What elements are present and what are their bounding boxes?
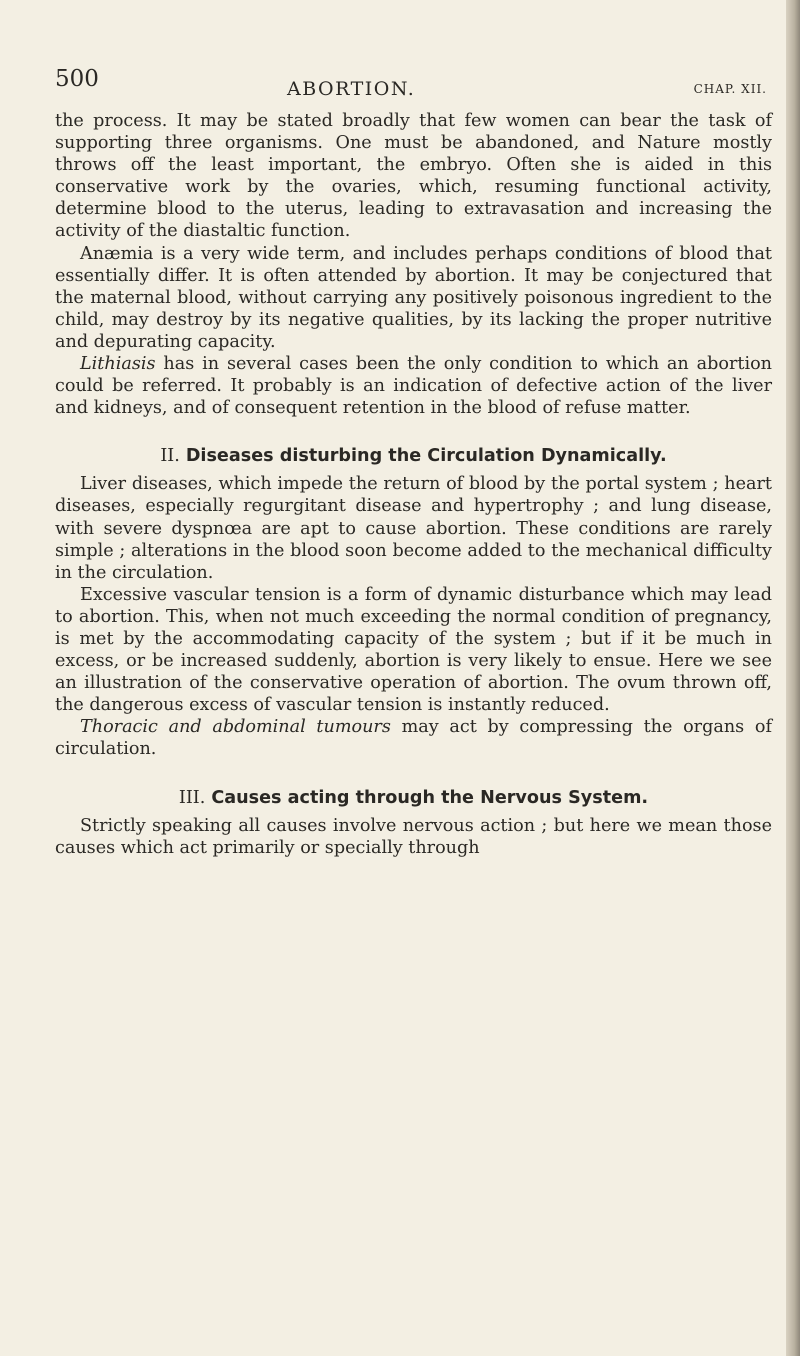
section-title: Diseases disturbing the Circulation Dynamically. [185,446,667,467]
italic-term: Lithiasis [80,354,156,375]
section-number: II. [160,446,180,467]
page-edge [786,0,800,1356]
italic-term: Thoracic and abdominal tumours [80,717,391,738]
paragraph: Liver diseases, which impede the return of blood by the portal system ; heart diseases, especially regurgitant disease and hypertrophy ; and lung disease, with severe dyspnœa are apt to cause abortion. These conditions are rarely simple ; alterations in the blood soon become added to the mechanical difficulty in the circulation. [55,474,772,583]
paragraph [55,353,772,419]
running-header [55,66,767,106]
paragraph: the process. It may be stated broadly that few women can bear the task of supporting three organisms. One must be abandoned, and Nature mostly throws off the least important, the embryo. Often she is aided in this conservative work by the ovaries, which, resuming functional activity, determine blood to the uterus, leading to extravasation and increasing the activity of the diastaltic function. [55,111,772,242]
page-number: 500 [55,66,99,92]
paragraph-text: may act by compressing the organs of circulation. [55,717,772,760]
paragraph-text: has in several cases been the only condition to which an abortion could be referred. It probably is an indication of defective action of the liver and kidneys, and of consequent retention in the blood of refuse matter. [55,354,772,419]
paragraph [55,716,772,760]
running-title: ABORTION. [287,78,416,100]
section-heading [55,445,772,467]
section-number: III. [178,787,206,808]
section-title: Causes acting through the Nervous System. [211,787,649,808]
paragraph: Strictly speaking all causes involve nervous action ; but here we mean those causes which act primarily or specially through [55,815,772,858]
paragraph: Anæmia is a very wide term, and includes perhaps conditions of blood that essentially differ. It is often attended by abortion. It may be conjectured that the maternal blood, without carrying any positively poisonous ingredient to the child, may destroy by its negative qualities, by its lacking the proper nutritive and depurating capacity. [55,243,772,352]
paragraph: Excessive vascular tension is a form of dynamic disturbance which may lead to abortion. This, when not much exceeding the normal condition of pregnancy, is met by the accommodating capacity of the system ; but if it be much in excess, or be increased suddenly, abortion is very likely to ensue. Here we see an illustration of the conservative operation of abortion. The ovum thrown off, the dangerous excess of vascular tension is instantly reduced. [55,584,772,716]
chapter-label: CHAP. XII. [693,82,767,96]
page-body [55,110,772,859]
section-heading [55,787,772,809]
